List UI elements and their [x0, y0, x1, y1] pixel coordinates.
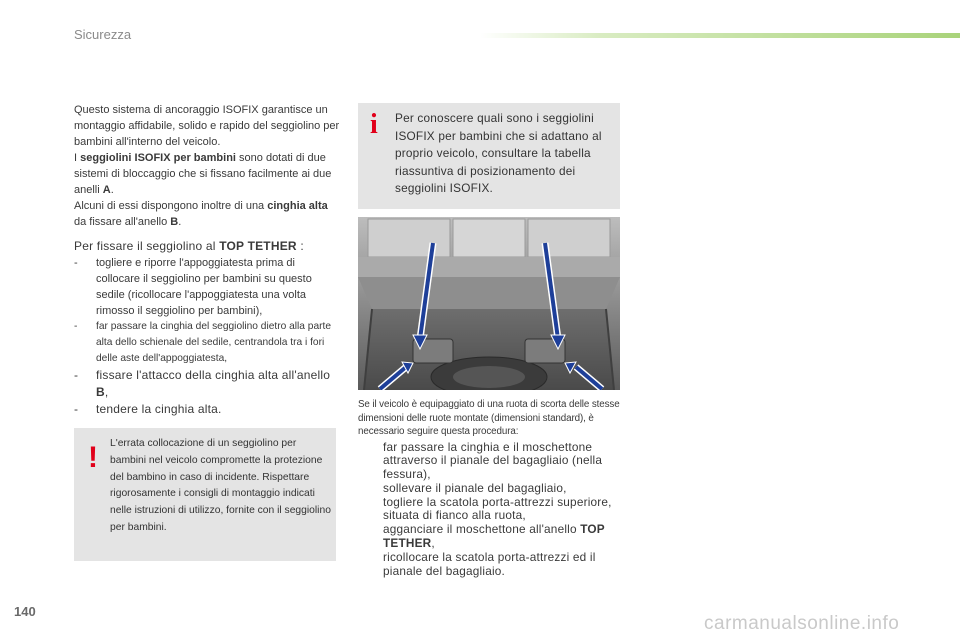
page-number: 140	[14, 604, 36, 619]
info-box	[358, 103, 620, 209]
trunk-photo	[358, 217, 620, 390]
top-tether-intro: Per fissare il seggiolino al TOP TETHER :	[74, 239, 304, 253]
warning-text: L'errata collocazione di un seggiolino per bambini nel veicolo compromette la protezione del bambino in caso di incidente. Rispettare rigorosamente i consigli di montaggio indicati nelle istruzioni di utilizzo, fornite con il seggiolino per bambini.	[110, 438, 331, 533]
intro-paragraph-3: Alcuni di essi dispongono inoltre di una cinghia alta da fissare all'anello B.	[74, 200, 328, 228]
warning-box	[74, 428, 336, 561]
header-gradient-bar	[480, 33, 960, 38]
procedure-steps	[358, 441, 622, 579]
procedure-caption: Se il veicolo è equipaggiato di una ruota di scorta delle stesse dimensioni delle ruote montate (dimensioni standard), è necessario seguire questa procedura:	[358, 399, 620, 437]
trunk-illustration	[358, 217, 620, 390]
left-column	[74, 102, 342, 418]
list-item: far passare la cinghia e il moschettone attraverso il pianale del bagagliaio (nella fessura),	[383, 439, 603, 482]
right-column	[358, 398, 622, 578]
list-item: togliere la scatola porta-attrezzi superiore, situata di fianco alla ruota,	[383, 494, 612, 523]
list-item: - far passare la cinghia del seggiolino dietro alla parte alta dello schienale del sedile, centrandola tra i fori delle aste dell'appoggiatesta,	[74, 321, 332, 364]
list-item: ricollocare la scatola porta-attrezzi ed il pianale del bagagliaio.	[383, 549, 596, 578]
list-item: agganciare il moschettone all'anello TOP TETHER,	[383, 522, 605, 551]
intro-paragraph-2: I seggiolini ISOFIX per bambini sono dotati di due sistemi di bloccaggio che si fissano facilmente ai due anelli A.	[74, 152, 332, 196]
section-title: Sicurezza	[74, 27, 132, 42]
list-item: sollevare il pianale del bagagliaio,	[383, 480, 567, 495]
info-text: Per conoscere quali sono i seggiolini ISOFIX per bambini che si adattano al proprio veicolo, consultare la tabella riassuntiva di posizionamento dei seggiolini ISOFIX.	[395, 111, 602, 195]
info-icon: i	[370, 109, 378, 140]
intro-paragraph-1: Questo sistema di ancoraggio ISOFIX garantisce un montaggio affidabile, solido e rapido del seggiolino per bambini all'interno del veicolo.	[74, 104, 340, 148]
list-item: - tendere la cinghia alta.	[74, 402, 222, 416]
list-item: - fissare l'attacco della cinghia alta all'anello B,	[74, 368, 331, 399]
warning-icon: !	[88, 441, 98, 474]
watermark: carmanualsonline.info	[704, 613, 900, 634]
list-item: - togliere e riporre l'appoggiatesta prima di collocare il seggiolino per bambini su questo sedile (ricollocare l'appoggiatesta una volta rimosso il seggiolino per bambini),	[74, 257, 312, 317]
